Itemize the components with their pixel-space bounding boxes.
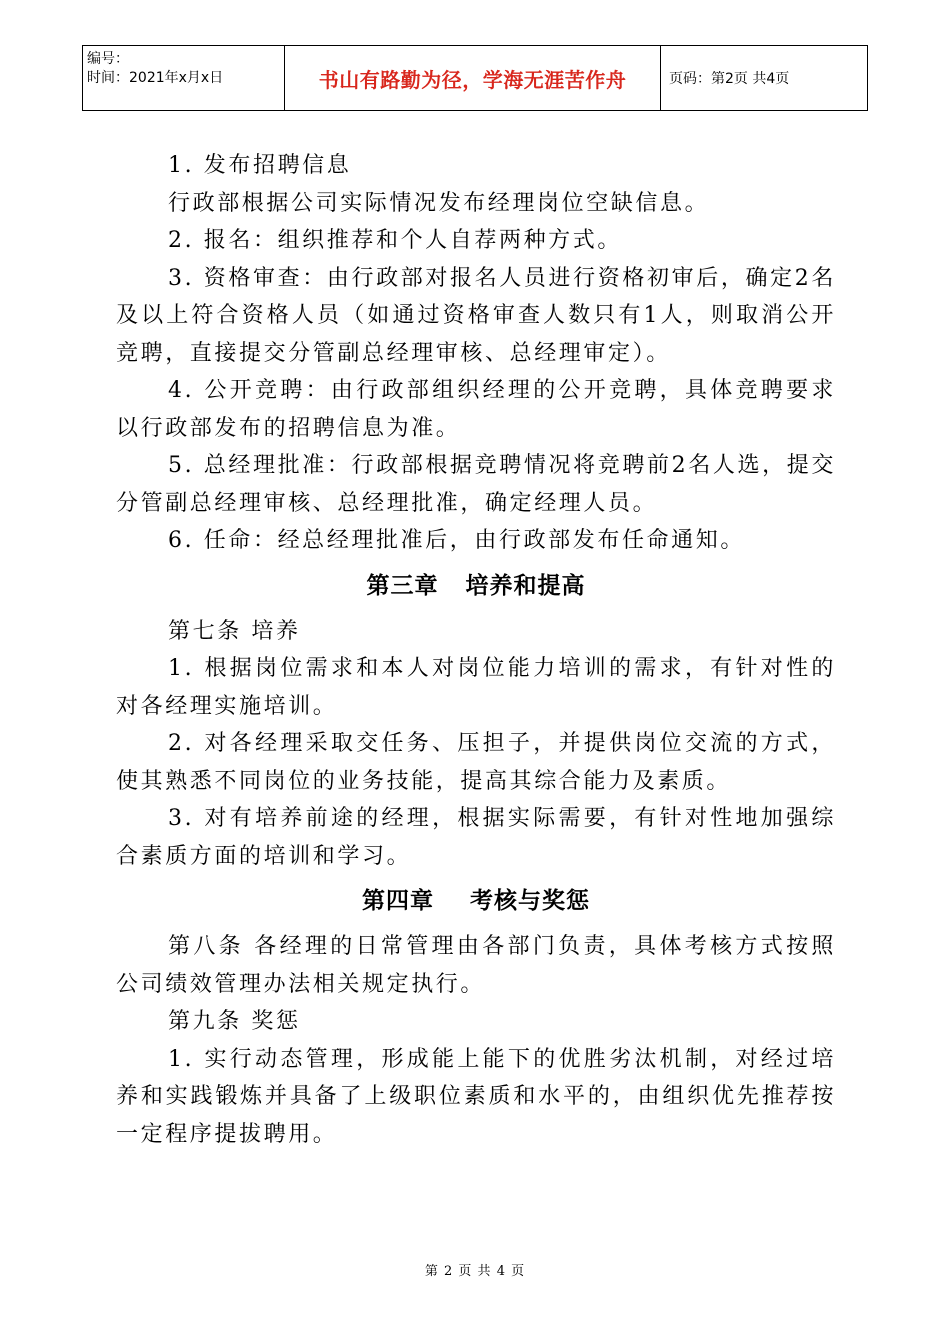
paragraph: 2. 对各经理采取交任务、压担子，并提供岗位交流的方式，使其熟悉不同岗位的业务技能，提高其综合能力及素质。 [116, 731, 836, 794]
chapter-heading-3: 第三章 培养和提高 [366, 572, 586, 599]
header-meta [83, 46, 285, 111]
paragraph: 3. 对有培养前途的经理，根据实际需要，有针对性地加强综合素质方面的培训和学习。 [116, 806, 836, 869]
header-motto: 书山有路勤为径，学海无涯苦作舟 [285, 46, 661, 111]
document-time-label: 时间：2021年x月x日 [87, 70, 224, 86]
paragraph: 1. 实行动态管理，形成能上能下的优胜劣汰机制，对经过培养和实践锻炼并具备了上级职位素质和水平的，由组织优先推荐按一定程序提拔聘用。 [116, 1046, 836, 1147]
paragraph: 行政部根据公司实际情况发布经理岗位空缺信息。 [168, 190, 710, 216]
paragraph: 6. 任命：经总经理批准后，由行政部发布任命通知。 [168, 528, 745, 553]
paragraph: 1. 根据岗位需求和本人对岗位能力培训的需求，有针对性的对各经理实施培训。 [116, 656, 836, 719]
paragraph: 第八条 各经理的日常管理由各部门负责，具体考核方式按照公司绩效管理办法相关规定执行。 [116, 934, 836, 997]
document-body [116, 147, 836, 1153]
chapter-heading-4: 第四章 考核与奖惩 [361, 888, 591, 914]
paragraph: 第七条 培养 [168, 618, 301, 644]
paragraph: 3. 资格审查：由行政部对报名人员进行资格初审后，确定2名及以上符合资格人员（如通过资格审查人数只有1人，则取消公开竞聘，直接提交分管副总经理审核、总经理审定）。 [116, 265, 836, 366]
document-number-label: 编号： [87, 51, 129, 67]
paragraph: 4. 公开竞聘：由行政部组织经理的公开竞聘，具体竞聘要求以行政部发布的招聘信息为准。 [116, 378, 836, 441]
paragraph: 5. 总经理批准：行政部根据竞聘情况将竞聘前2名人选，提交分管副总经理审核、总经理批准，确定经理人员。 [116, 453, 836, 516]
paragraph: 1. 发布招聘信息 [168, 153, 352, 178]
page-footer: 第 2 页 共 4 页 [424, 1264, 526, 1279]
paragraph: 第九条 奖惩 [168, 1009, 301, 1034]
document-header [82, 45, 868, 111]
header-page-number: 页码：第2页 共4页 [661, 46, 868, 111]
paragraph: 2. 报名：组织推荐和个人自荐两种方式。 [168, 228, 622, 253]
